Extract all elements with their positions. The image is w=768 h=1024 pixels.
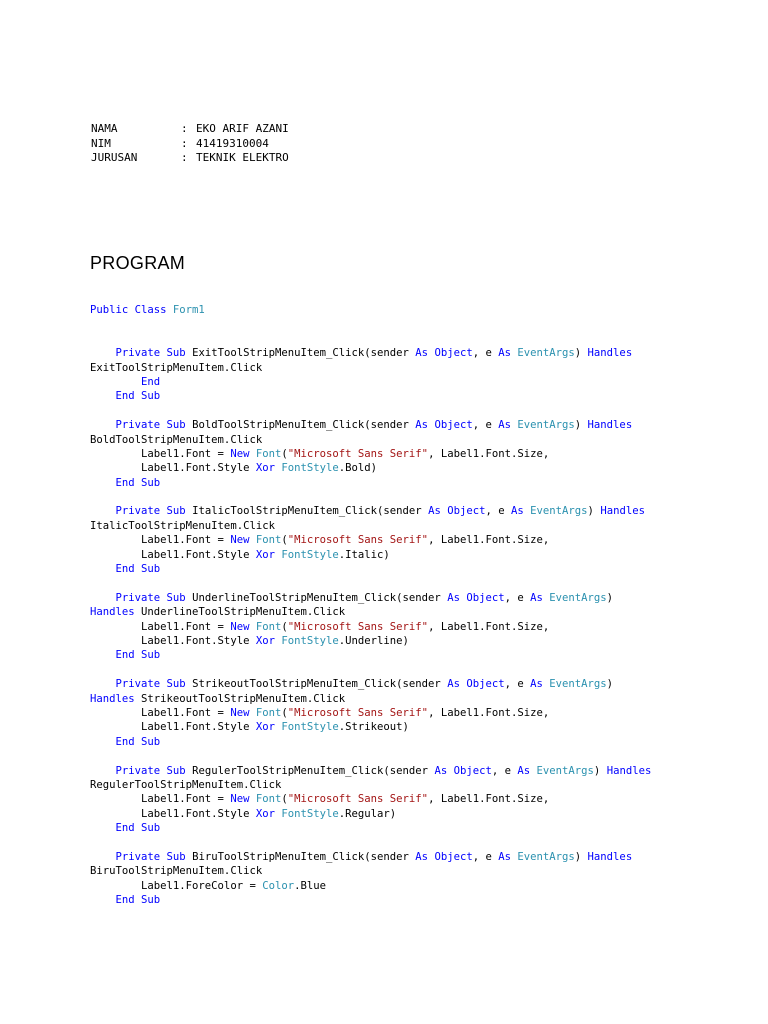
code-keyword: Handles: [90, 606, 142, 619]
code-keyword: New: [230, 620, 256, 633]
code-keyword: As: [498, 347, 518, 360]
code-keyword: As: [517, 764, 537, 777]
code-text: Label1.Font =: [90, 534, 231, 547]
code-text: [90, 477, 116, 489]
code-text: Label1.ForeColor =: [90, 879, 263, 892]
code-text: UnderlineToolStripMenuItem_Click(sender: [192, 591, 448, 604]
code-keyword: Handles: [587, 419, 633, 432]
code-text: [90, 419, 116, 431]
code-keyword: End Sub: [115, 649, 161, 662]
code-line: [90, 749, 690, 763]
code-keyword: As: [447, 591, 467, 604]
code-keyword: As: [498, 419, 518, 432]
code-keyword: Xor: [255, 721, 282, 734]
code-text: , e: [504, 591, 531, 604]
code-line: [90, 576, 690, 590]
code-text: , Label1.Font.Size,: [428, 447, 550, 460]
code-keyword: As: [415, 347, 435, 360]
code-type-name: EventArgs: [517, 850, 575, 863]
code-keyword: End Sub: [115, 476, 161, 489]
code-text: , Label1.Font.Size,: [428, 706, 550, 719]
code-keyword: Private Sub: [115, 419, 193, 432]
code-type-name: Font: [255, 534, 282, 547]
code-text: ItalicToolStripMenuItem_Click(sender: [192, 505, 429, 518]
code-text: , e: [472, 347, 499, 360]
info-row-nim: [91, 137, 289, 152]
code-line: [90, 490, 690, 504]
code-type-name: Font: [255, 447, 282, 460]
code-line: [90, 519, 690, 533]
code-text: [90, 376, 141, 388]
code-line: [90, 821, 690, 835]
code-type-name: Font: [255, 793, 282, 806]
code-line: [90, 317, 690, 331]
code-text: BiruToolStripMenuItem.Click: [90, 865, 263, 878]
code-text: Label1.Font.Style: [90, 721, 256, 734]
code-keyword: New: [230, 447, 256, 460]
code-string: "Microsoft Sans Serif": [287, 534, 429, 547]
code-text: .Strikeout): [338, 721, 409, 734]
code-text: Label1.Font.Style: [90, 807, 256, 820]
code-text: , Label1.Font.Size,: [428, 534, 550, 547]
code-line: [90, 677, 690, 691]
code-keyword: As: [530, 591, 550, 604]
code-line: [90, 648, 690, 662]
code-type-name: FontStyle: [281, 462, 339, 475]
code-keyword: Private Sub: [115, 505, 193, 518]
info-value: EKO ARIF AZANI: [196, 122, 289, 135]
code-string: "Microsoft Sans Serif": [287, 447, 429, 460]
code-keyword: Private Sub: [115, 850, 193, 863]
code-keyword: As: [415, 850, 435, 863]
code-line: [90, 764, 690, 778]
code-text: Label1.Font =: [90, 793, 231, 806]
code-line: [90, 692, 690, 706]
code-keyword: End Sub: [115, 390, 161, 403]
code-type-name: Color: [262, 879, 295, 892]
code-text: Label1.Font.Style: [90, 634, 256, 647]
code-string: "Microsoft Sans Serif": [287, 793, 429, 806]
code-text: .Bold): [338, 462, 378, 475]
info-label: JURUSAN: [91, 151, 138, 164]
code-text: ): [606, 678, 614, 691]
code-line: [90, 548, 690, 562]
code-text: Label1.Font =: [90, 447, 231, 460]
code-type-name: Font: [255, 706, 282, 719]
code-text: ): [593, 764, 607, 777]
code-line: [90, 864, 690, 878]
code-text: ): [574, 419, 588, 432]
code-keyword: Xor: [255, 548, 282, 561]
code-type-name: Font: [255, 620, 282, 633]
code-keyword: Handles: [587, 850, 633, 863]
code-type-name: FontStyle: [281, 807, 339, 820]
info-row-jurusan: [91, 151, 289, 166]
code-text: ): [606, 591, 614, 604]
code-text: ItalicToolStripMenuItem.Click: [90, 519, 275, 532]
code-keyword: Object: [434, 419, 473, 432]
code-line: [90, 807, 690, 821]
code-keyword: Private Sub: [115, 764, 193, 777]
code-type-name: EventArgs: [536, 764, 594, 777]
code-line: [90, 361, 690, 375]
code-type-name: EventArgs: [517, 419, 575, 432]
code-line: [90, 504, 690, 518]
code-text: (: [281, 706, 288, 719]
code-line: [90, 433, 690, 447]
code-line: [90, 418, 690, 432]
student-info: [91, 122, 289, 166]
code-line: [90, 447, 690, 461]
code-keyword: Xor: [255, 807, 282, 820]
code-text: [90, 822, 116, 834]
code-text: Label1.Font.Style: [90, 462, 256, 475]
code-keyword: As: [530, 678, 550, 691]
code-text: (: [281, 793, 288, 806]
code-keyword: Object: [447, 505, 486, 518]
code-text: StrikeoutToolStripMenuItem.Click: [141, 692, 346, 705]
code-text: RegulerToolStripMenuItem.Click: [90, 778, 282, 791]
code-keyword: New: [230, 706, 256, 719]
info-separator: :: [181, 136, 188, 150]
code-type-name: Form1: [172, 304, 205, 316]
info-row-nama: [91, 122, 289, 137]
code-line: [90, 533, 690, 547]
code-text: [90, 563, 116, 575]
info-label: NIM: [91, 136, 111, 150]
code-keyword: Object: [453, 764, 492, 777]
code-text: BoldToolStripMenuItem_Click(sender: [192, 419, 416, 432]
code-line: [90, 389, 690, 403]
code-keyword: Private Sub: [115, 591, 193, 604]
code-line: [90, 879, 690, 893]
code-type-name: EventArgs: [530, 505, 588, 518]
code-line: [90, 332, 690, 346]
code-text: Label1.Font.Style: [90, 548, 256, 561]
code-keyword: As: [498, 850, 518, 863]
code-line: [90, 663, 690, 677]
code-line: [90, 720, 690, 734]
code-keyword: End Sub: [115, 735, 161, 748]
code-type-name: FontStyle: [281, 721, 339, 734]
code-text: ExitToolStripMenuItem.Click: [90, 361, 263, 374]
code-listing: [90, 303, 690, 907]
code-text: [90, 347, 116, 359]
code-text: BiruToolStripMenuItem_Click(sender: [192, 850, 416, 863]
code-text: [90, 592, 116, 604]
code-text: , e: [485, 505, 511, 518]
code-string: "Microsoft Sans Serif": [287, 620, 429, 633]
code-keyword: Xor: [255, 462, 282, 475]
code-line: [90, 605, 690, 619]
code-text: (: [281, 620, 288, 633]
code-line: [90, 346, 690, 360]
code-type-name: FontStyle: [281, 548, 339, 561]
code-line: [90, 303, 690, 317]
code-line: [90, 461, 690, 475]
code-keyword: As: [511, 505, 531, 518]
code-line: [90, 893, 690, 907]
code-text: [90, 765, 116, 777]
code-keyword: Handles: [606, 764, 652, 777]
code-keyword: Handles: [90, 692, 142, 705]
code-text: [90, 390, 116, 402]
code-line: [90, 778, 690, 792]
code-line: [90, 706, 690, 720]
code-text: [90, 649, 116, 661]
code-text: , e: [491, 764, 518, 777]
code-type-name: EventArgs: [517, 347, 575, 360]
code-line: [90, 404, 690, 418]
code-line: [90, 634, 690, 648]
code-text: ExitToolStripMenuItem_Click(sender: [192, 347, 416, 360]
info-label: NAMA: [91, 122, 118, 135]
code-keyword: Object: [466, 591, 505, 604]
code-text: [90, 894, 116, 906]
code-keyword: New: [230, 793, 256, 806]
code-text: UnderlineToolStripMenuItem.Click: [141, 606, 346, 619]
code-text: .Underline): [338, 634, 409, 647]
info-value: TEKNIK ELEKTRO: [196, 151, 289, 164]
code-keyword: As: [447, 678, 467, 691]
code-line: [90, 792, 690, 806]
code-type-name: FontStyle: [281, 634, 339, 647]
code-text: , Label1.Font.Size,: [428, 620, 550, 633]
code-keyword: New: [230, 534, 256, 547]
code-text: StrikeoutToolStripMenuItem_Click(sender: [192, 678, 448, 691]
code-line: [90, 835, 690, 849]
code-text: Label1.Font =: [90, 620, 231, 633]
info-separator: :: [181, 151, 188, 164]
code-text: , e: [472, 419, 499, 432]
code-line: [90, 476, 690, 490]
code-keyword: Public Class: [90, 304, 173, 316]
code-keyword: End Sub: [115, 563, 161, 576]
code-keyword: End: [141, 375, 161, 388]
code-text: ): [587, 505, 601, 518]
code-text: (: [281, 534, 288, 547]
code-text: BoldToolStripMenuItem.Click: [90, 433, 263, 446]
code-text: [90, 678, 116, 690]
code-type-name: EventArgs: [549, 591, 607, 604]
code-text: [90, 851, 116, 863]
code-keyword: End Sub: [115, 894, 161, 907]
code-keyword: Object: [434, 850, 473, 863]
code-text: (: [281, 447, 288, 460]
code-keyword: As: [428, 505, 448, 518]
code-keyword: Private Sub: [115, 678, 193, 691]
code-type-name: EventArgs: [549, 678, 607, 691]
code-text: , Label1.Font.Size,: [428, 793, 550, 806]
code-text: [90, 505, 116, 517]
section-title: PROGRAM: [90, 253, 186, 273]
code-line: [90, 562, 690, 576]
code-line: [90, 375, 690, 389]
code-text: Label1.Font =: [90, 706, 231, 719]
code-keyword: Handles: [600, 505, 645, 518]
code-keyword: Private Sub: [115, 347, 193, 360]
code-keyword: Object: [466, 678, 505, 691]
code-keyword: As: [415, 419, 435, 432]
code-text: .Blue: [294, 879, 326, 892]
code-line: [90, 735, 690, 749]
code-text: .Regular): [338, 807, 397, 820]
code-keyword: Object: [434, 347, 473, 360]
info-value: 41419310004: [196, 136, 269, 150]
code-text: RegulerToolStripMenuItem_Click(sender: [192, 764, 435, 777]
code-line: [90, 850, 690, 864]
info-separator: :: [181, 122, 188, 135]
code-line: [90, 591, 690, 605]
code-text: .Italic): [338, 548, 390, 561]
code-text: , e: [504, 678, 531, 691]
code-keyword: Xor: [255, 634, 282, 647]
code-keyword: Handles: [587, 347, 633, 360]
code-text: ): [574, 347, 588, 360]
code-text: [90, 736, 116, 748]
code-text: , e: [472, 850, 499, 863]
code-string: "Microsoft Sans Serif": [287, 706, 429, 719]
code-text: ): [574, 850, 588, 863]
code-keyword: As: [434, 764, 454, 777]
code-line: [90, 620, 690, 634]
code-keyword: End Sub: [115, 822, 161, 835]
